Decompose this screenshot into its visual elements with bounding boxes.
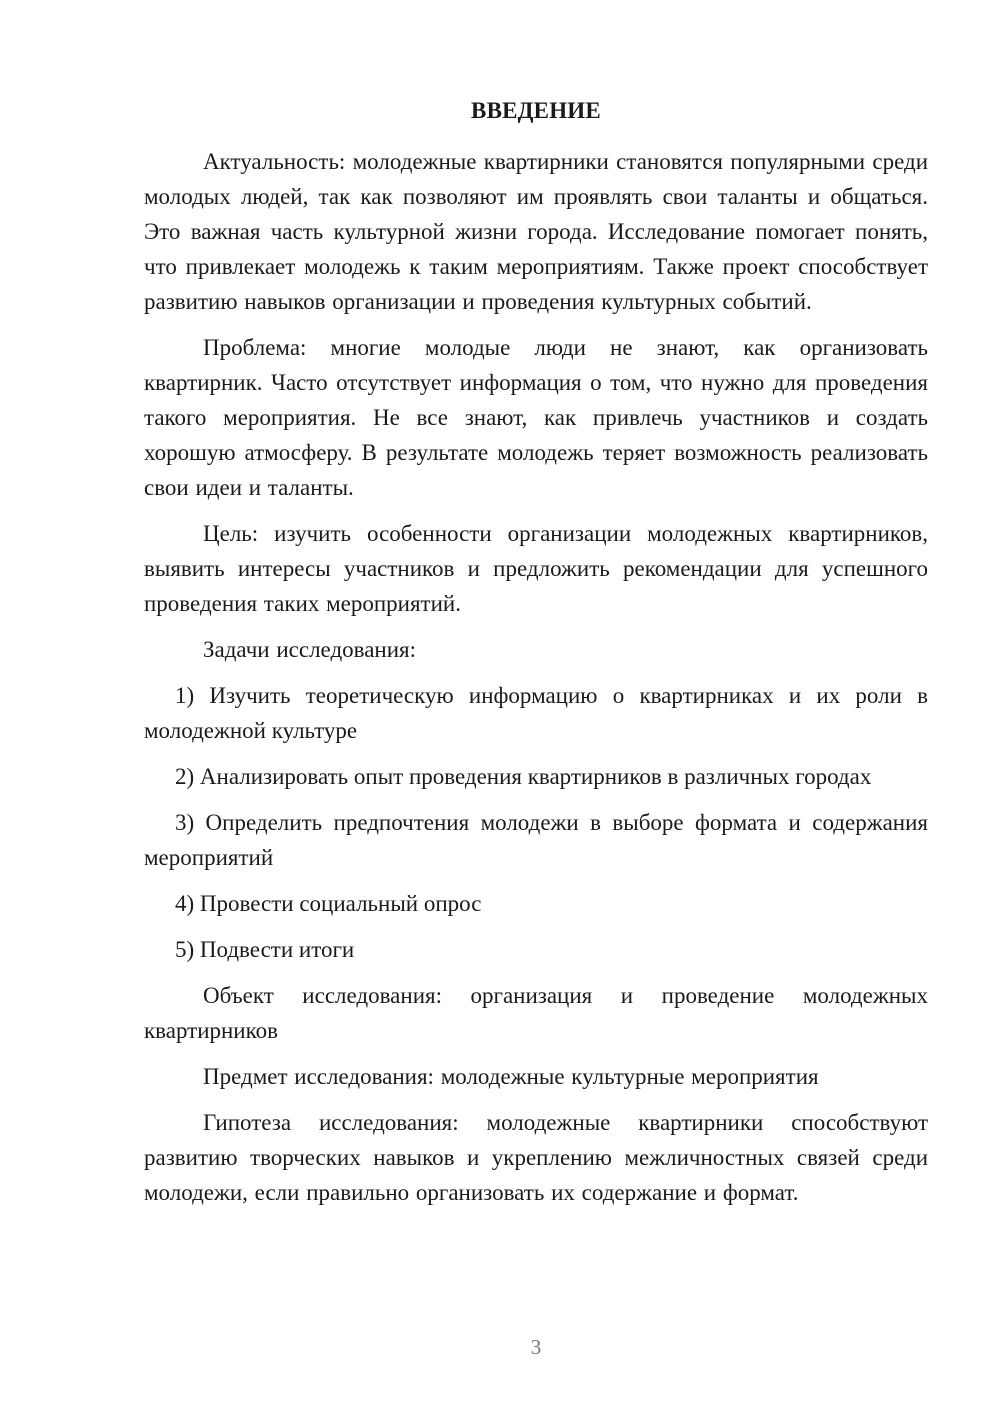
page-title: ВВЕДЕНИЕ [471,98,601,123]
task-item: 1) Изучить теоретическую информацию о квартирниках и их роли в молодежной культуре [144,683,928,743]
document-body [144,144,928,1221]
task-item: 3) Определить предпочтения молодежи в выборе формата и содержания мероприятий [144,810,928,870]
goal-paragraph: Цель: изучить особенности организации молодежных квартирников, выявить интересы участников и предложить рекомендации для успешного проведения таких мероприятий. [144,521,928,616]
subject-paragraph: Предмет исследования: молодежные культурные мероприятия [203,1064,819,1089]
object-paragraph: Объект исследования: организация и проведение молодежных квартирников [144,983,928,1043]
relevance-paragraph: Актуальность: молодежные квартирники становятся популярными среди молодых людей, так как позволяют им проявлять свои таланты и общаться. Это важная часть культурной жизни города. Исследование помогает понять, что привлекает молодежь к таким мероприятиям. Также проект способствует развитию навыков организации и проведения культурных событий. [144,149,928,314]
tasks-heading: Задачи исследования: [203,637,417,662]
page-number: 3 [530,1335,542,1359]
task-item: 5) Подвести итоги [175,937,355,962]
task-item: 4) Провести социальный опрос [175,891,482,916]
tasks-list [144,678,928,967]
hypothesis-paragraph: Гипотеза исследования: молодежные квартирники способствуют развитию творческих навыков и укреплению межличностных связей среди молодежи, если правильно организовать их содержание и формат. [144,1110,928,1205]
task-item: 2) Анализировать опыт проведения квартирников в различных городах [175,764,872,789]
problem-paragraph: Проблема: многие молодые люди не знают, как организовать квартирник. Часто отсутствует информация о том, что нужно для проведения такого мероприятия. Не все знают, как привлечь участников и создать хорошую атмосферу. В результате молодежь теряет возможность реализовать свои идеи и таланты. [144,335,928,500]
